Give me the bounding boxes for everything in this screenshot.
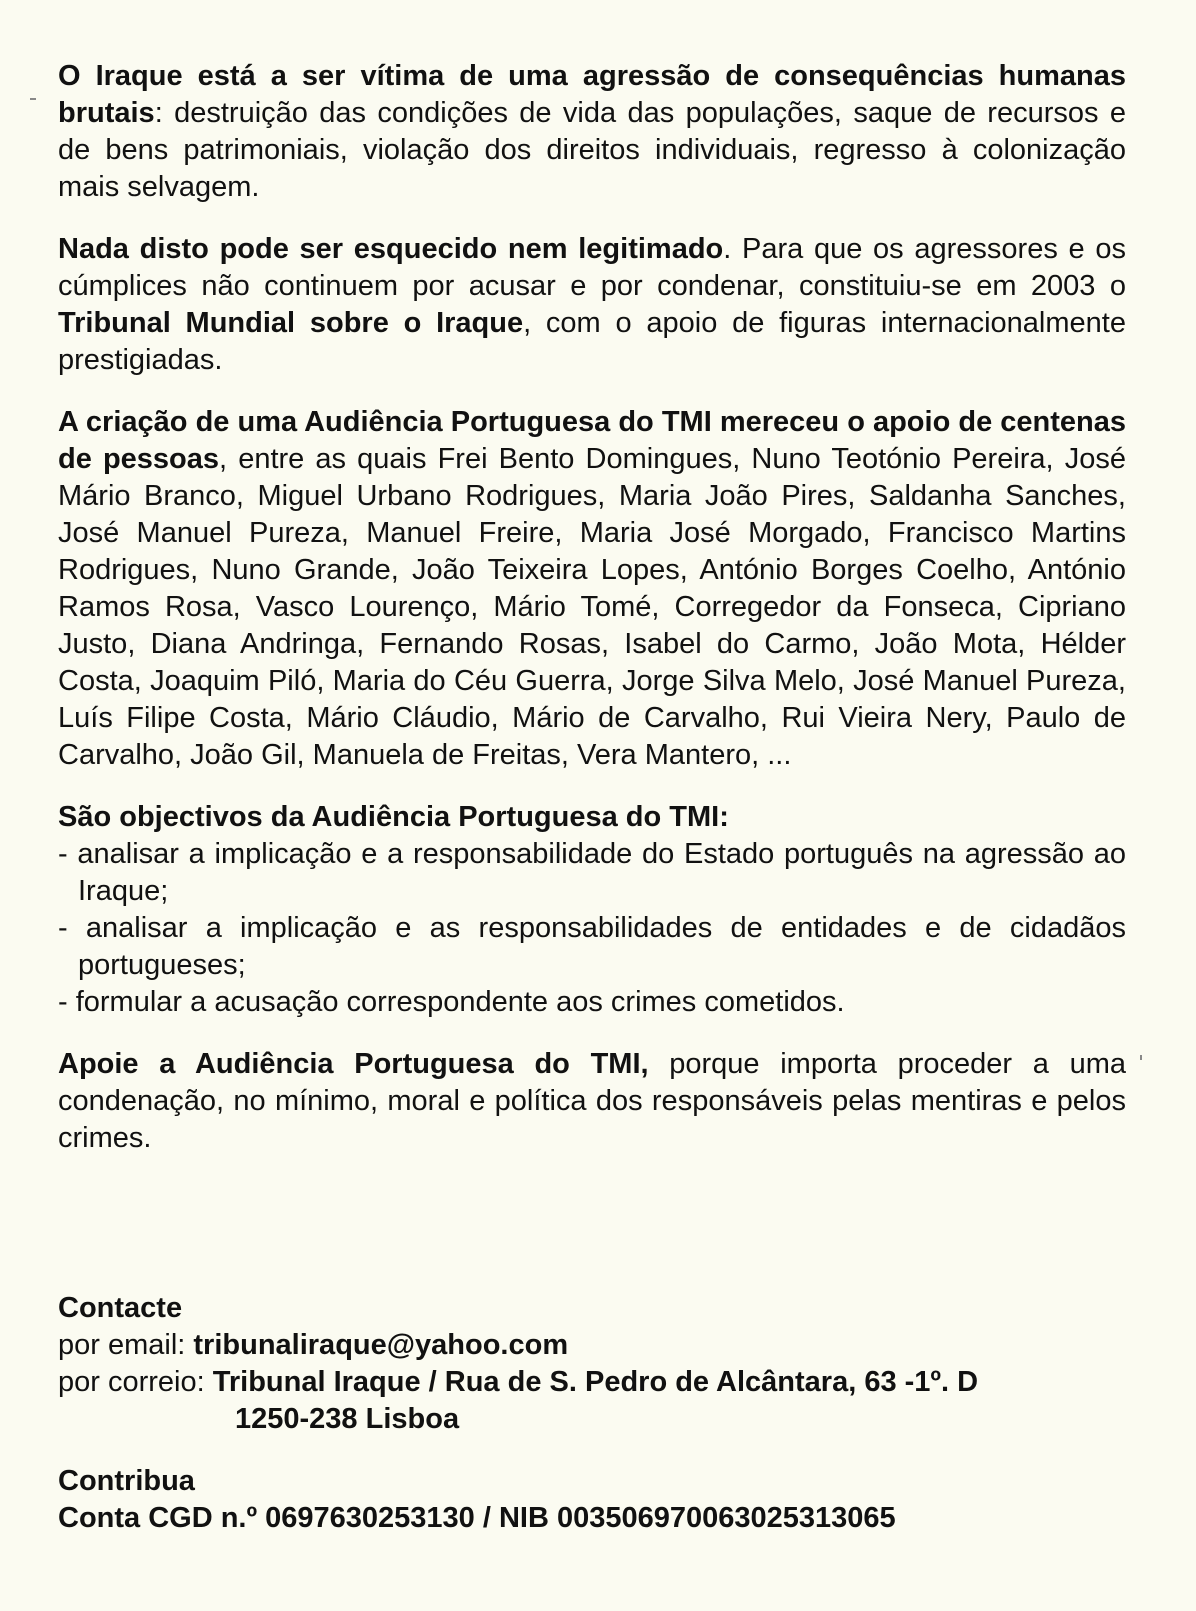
paragraph-supporters [58,404,1126,774]
contact-email-line [58,1327,978,1364]
supporters-bold: A criação de uma Audiência Portuguesa do TMI mereceu o apoio de centenas de pessoas [58,406,1126,475]
paragraph-support-call [58,1046,1126,1157]
tribunal-text-1: . Para que os agressores e os cúmplices não continuem por acusar e por condenar, constituiu-se em 2003 o [58,233,1126,302]
email-address[interactable]: tribunaliraque@yahoo.com [193,1329,569,1361]
contribute-block [58,1463,896,1537]
mail-address-line-2: 1250-238 Lisboa [235,1403,460,1435]
contact-mail-line [58,1364,978,1401]
support-call-text: porque importa proceder a uma condenação, no mínimo, moral e política dos responsáveis pelas mentiras e pelos crimes. [58,1048,1126,1154]
intro-bold: O Iraque está a ser vítima de uma agressão de consequências humanas brutais [58,60,1126,129]
contact-block [58,1290,978,1438]
tribunal-name: Tribunal Mundial sobre o Iraque [58,307,524,339]
mail-address-line-1: Tribunal Iraque / Rua de S. Pedro de Alcântara, 63 -1º. D [212,1366,979,1398]
paragraph-intro [58,58,1126,206]
contribute-heading: Contribua [58,1465,195,1497]
intro-text: : destruição das condições de vida das populações, saque de recursos e de bens patrimoniais, violação dos direitos individuais, regresso à colonização mais selvagem. [58,97,1126,203]
scan-speck [1140,1055,1142,1060]
objectives-title: São objectivos da Audiência Portuguesa do TMI: [58,801,729,833]
support-call-bold: Apoie a Audiência Portuguesa do TMI, [58,1048,649,1080]
mail-label: por correio: [58,1366,213,1398]
paragraph-tribunal [58,231,1126,379]
objective-item: - formular a acusação correspondente aos crimes cometidos. [58,986,845,1018]
tribunal-text-2: , com o apoio de figuras internacionalmente prestigiadas. [58,307,1126,376]
tribunal-bold-1: Nada disto pode ser esquecido nem legitimado [58,233,724,265]
email-label: por email: [58,1329,194,1361]
supporters-list: , entre as quais Frei Bento Domingues, Nuno Teotónio Pereira, José Mário Branco, Miguel Urbano Rodrigues, Maria João Pires, Saldanha Sanches, José Manuel Pureza, Manuel Freire, Maria José Morgado, Francisco Martins Rodrigues, Nuno Grande, João Teixeira Lopes, António Borges Coelho, António Ramos Rosa, Vasco Lourenço, Mário Tomé, Corregedor da Fonseca, Cipriano Justo, Diana Andringa, Fernando Rosas, Isabel do Carmo, João Mota, Hélder Costa, Joaquim Piló, Maria do Céu Guerra, Jorge Silva Melo, José Manuel Pureza, Luís Filipe Costa, Mário Cláudio, Mário de Carvalho, Rui Vieira Nery, Paulo de Carvalho, João Gil, Manuela de Freitas, Vera Mantero, ... [58,443,1126,771]
bank-account: Conta CGD n.º 0697630253130 / NIB 003506970063025313065 [58,1502,896,1534]
scan-speck [30,98,36,100]
objective-item: - analisar a implicação e a responsabilidade do Estado português na agressão ao Iraque; [58,838,1126,907]
contact-heading: Contacte [58,1292,183,1324]
objectives-list [58,836,1126,1021]
objective-item: - analisar a implicação e as responsabilidades de entidades e de cidadãos portugueses; [58,912,1126,981]
